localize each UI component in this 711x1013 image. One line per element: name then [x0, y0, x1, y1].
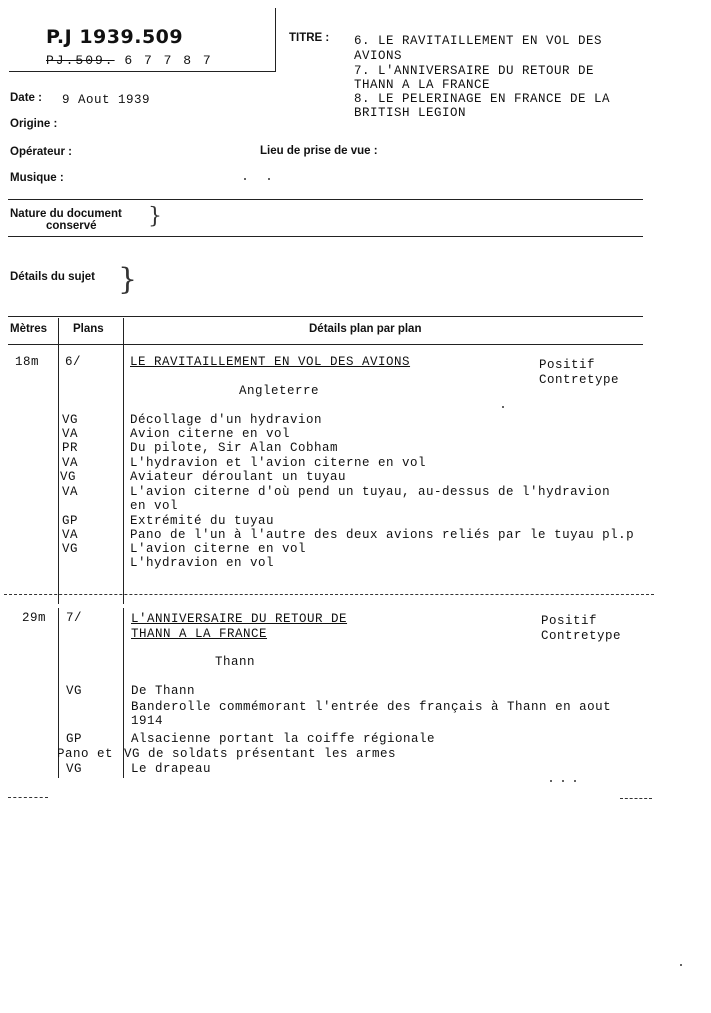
plan-text: L'avion citerne en vol: [130, 542, 307, 556]
scan-speck: [680, 964, 682, 966]
reference-typed: 6 7 7 8 7: [124, 53, 213, 68]
divider-line: [8, 236, 643, 237]
plan-text: 1914: [131, 714, 164, 728]
section-status: Positif: [539, 358, 596, 372]
titre-line: BRITISH LEGION: [354, 106, 467, 120]
plan-text: Aviateur déroulant un tuyau: [130, 470, 347, 484]
section-status: Contretype: [539, 373, 620, 387]
plan-text: Avion citerne en vol: [130, 427, 291, 441]
plan-text: Extrémité du tuyau: [130, 514, 275, 528]
brace-mark: }: [148, 204, 162, 229]
plan-code: VA: [62, 456, 79, 470]
nature-label-line2: conservé: [46, 220, 97, 232]
plan-text: Décollage d'un hydravion: [130, 413, 323, 427]
lieu-label: Lieu de prise de vue :: [260, 145, 378, 157]
origine-label: Origine :: [10, 118, 58, 130]
scan-speck: [502, 406, 504, 408]
section-place: Thann: [215, 655, 256, 669]
plan-text: Pano de l'un à l'autre des deux avions reliés par le tuyau pl.p: [130, 528, 635, 542]
scan-mark: [620, 798, 652, 799]
titre-line: 7. L'ANNIVERSAIRE DU RETOUR DE: [354, 64, 595, 78]
column-line: [58, 318, 59, 604]
plan-text: Alsacienne portant la coiffe régionale: [131, 732, 436, 746]
plan-code: VA: [62, 485, 79, 499]
header-rule: [8, 344, 643, 345]
plan-code: VG: [66, 684, 83, 698]
plan-text: L'hydravion en vol: [130, 556, 275, 570]
operateur-label: Opérateur :: [10, 146, 72, 158]
titre-line: 8. LE PELERINAGE EN FRANCE DE LA: [354, 92, 611, 106]
section-status: Positif: [541, 614, 598, 628]
col-header-metres: Mètres: [10, 323, 48, 335]
plan-text: Banderolle commémorant l'entrée des français à Thann en aout: [131, 700, 612, 714]
plan-text: en vol: [130, 499, 179, 513]
plan-text: L'avion citerne d'où pend un tuyau, au-dessus de l'hydravion: [130, 485, 611, 499]
section-status: Contretype: [541, 629, 622, 643]
col-header-details: Détails plan par plan: [309, 323, 422, 335]
plan-text: Du pilote, Sir Alan Cobham: [130, 441, 339, 455]
scan-speck: [268, 178, 270, 180]
plan-code: VG: [60, 470, 77, 484]
column-line: [123, 318, 124, 604]
plan-code: GP: [62, 514, 79, 528]
plan-code: Pano et: [57, 747, 114, 761]
section-separator: [4, 594, 654, 595]
plan-text: Le drapeau: [131, 762, 212, 776]
titre-line: THANN A LA FRANCE: [354, 78, 491, 92]
scan-speck: [574, 780, 576, 782]
section-title: THANN A LA FRANCE: [131, 627, 268, 641]
divider-line: [8, 199, 643, 200]
scan-speck: [550, 780, 552, 782]
plan-text: De Thann: [131, 684, 196, 698]
section-plan: 7/: [66, 611, 83, 625]
titre-label: TITRE :: [289, 32, 330, 44]
plan-code: VA: [62, 528, 79, 542]
plan-code: GP: [66, 732, 83, 746]
plan-text: VG de soldats présentant les armes: [124, 747, 397, 761]
reference-struck: PJ.509.: [46, 53, 115, 68]
section-title: L'ANNIVERSAIRE DU RETOUR DE: [131, 612, 348, 626]
scan-speck: [562, 780, 564, 782]
section-metres: 29m: [22, 611, 47, 625]
reference-number: [46, 53, 213, 68]
plan-text: L'hydravion et l'avion citerne en vol: [130, 456, 427, 470]
musique-label: Musique :: [10, 172, 64, 184]
plan-code: VG: [62, 413, 79, 427]
section-metres: 18m: [15, 355, 40, 369]
reference-handwritten: P.J 1939.509: [46, 26, 184, 48]
nature-label-line1: Nature du document: [10, 208, 122, 220]
col-header-plans: Plans: [73, 323, 104, 335]
date-value: 9 Aout 1939: [62, 93, 151, 107]
section-plan: 6/: [65, 355, 82, 369]
titre-line: AVIONS: [354, 49, 403, 63]
section-place: Angleterre: [239, 384, 320, 398]
scan-speck: [244, 178, 246, 180]
brace-mark: }: [118, 262, 138, 297]
date-label: Date :: [10, 92, 42, 104]
divider-line: [8, 316, 643, 317]
plan-code: VG: [62, 542, 79, 556]
plan-code: PR: [62, 441, 79, 455]
plan-code: VA: [62, 427, 79, 441]
scan-mark: [8, 797, 48, 798]
details-sujet-label: Détails du sujet: [10, 271, 95, 283]
plan-code: VG: [66, 762, 83, 776]
section-title: LE RAVITAILLEMENT EN VOL DES AVIONS: [130, 355, 411, 369]
titre-line: 6. LE RAVITAILLEMENT EN VOL DES: [354, 34, 603, 48]
